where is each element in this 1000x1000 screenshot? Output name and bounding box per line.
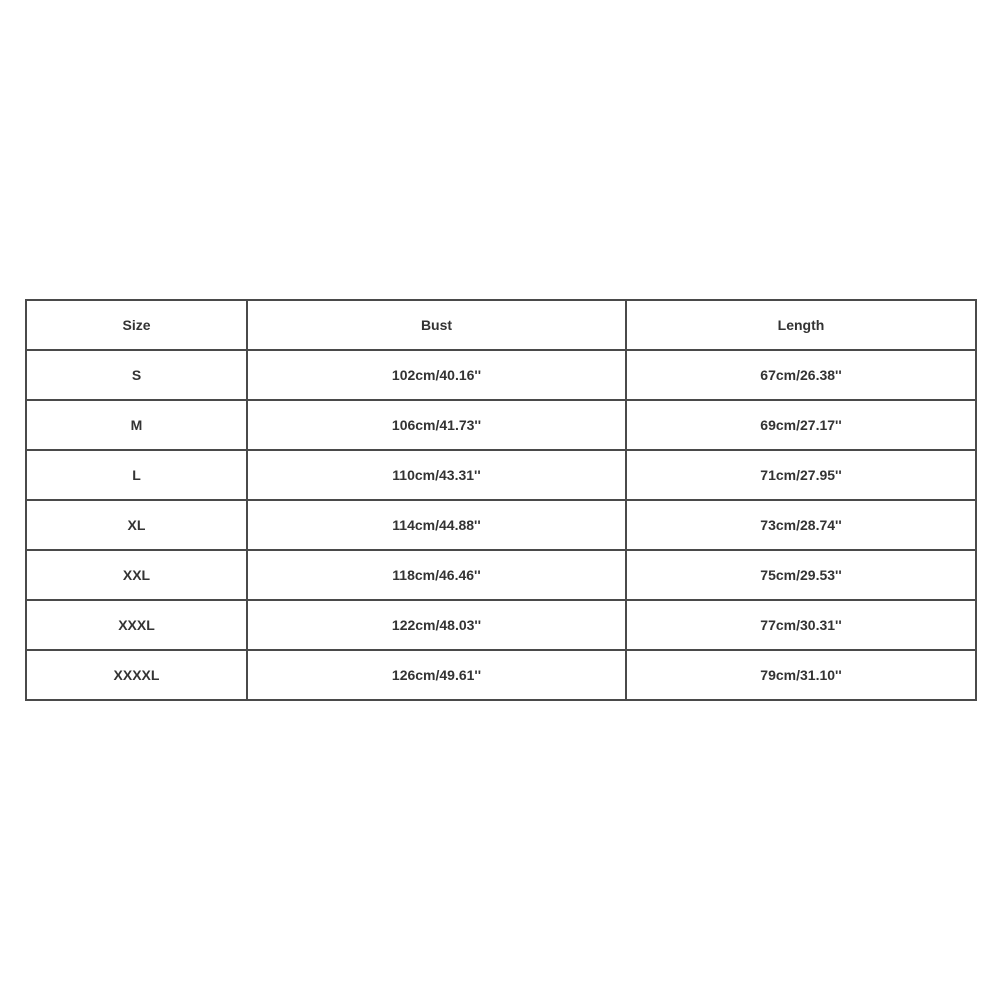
table-row [26, 500, 976, 550]
cell-size: XXXXL [26, 650, 247, 700]
cell-length: 79cm/31.10'' [626, 650, 976, 700]
cell-length: 73cm/28.74'' [626, 500, 976, 550]
table-row [26, 450, 976, 500]
cell-bust: 106cm/41.73'' [247, 400, 626, 450]
cell-bust: 126cm/49.61'' [247, 650, 626, 700]
header-size: Size [26, 300, 247, 350]
cell-size: L [26, 450, 247, 500]
header-length: Length [626, 300, 976, 350]
cell-bust: 118cm/46.46'' [247, 550, 626, 600]
cell-size: M [26, 400, 247, 450]
cell-size: XL [26, 500, 247, 550]
cell-length: 71cm/27.95'' [626, 450, 976, 500]
table-row [26, 350, 976, 400]
cell-bust: 102cm/40.16'' [247, 350, 626, 400]
cell-size: XXL [26, 550, 247, 600]
cell-length: 77cm/30.31'' [626, 600, 976, 650]
cell-length: 69cm/27.17'' [626, 400, 976, 450]
cell-size: XXXL [26, 600, 247, 650]
table-row [26, 400, 976, 450]
cell-bust: 114cm/44.88'' [247, 500, 626, 550]
size-chart-table [25, 299, 977, 701]
cell-bust: 110cm/43.31'' [247, 450, 626, 500]
cell-bust: 122cm/48.03'' [247, 600, 626, 650]
header-bust: Bust [247, 300, 626, 350]
table-row [26, 550, 976, 600]
cell-length: 75cm/29.53'' [626, 550, 976, 600]
cell-size: S [26, 350, 247, 400]
table-row [26, 600, 976, 650]
table-header-row [26, 300, 976, 350]
table-row [26, 650, 976, 700]
cell-length: 67cm/26.38'' [626, 350, 976, 400]
